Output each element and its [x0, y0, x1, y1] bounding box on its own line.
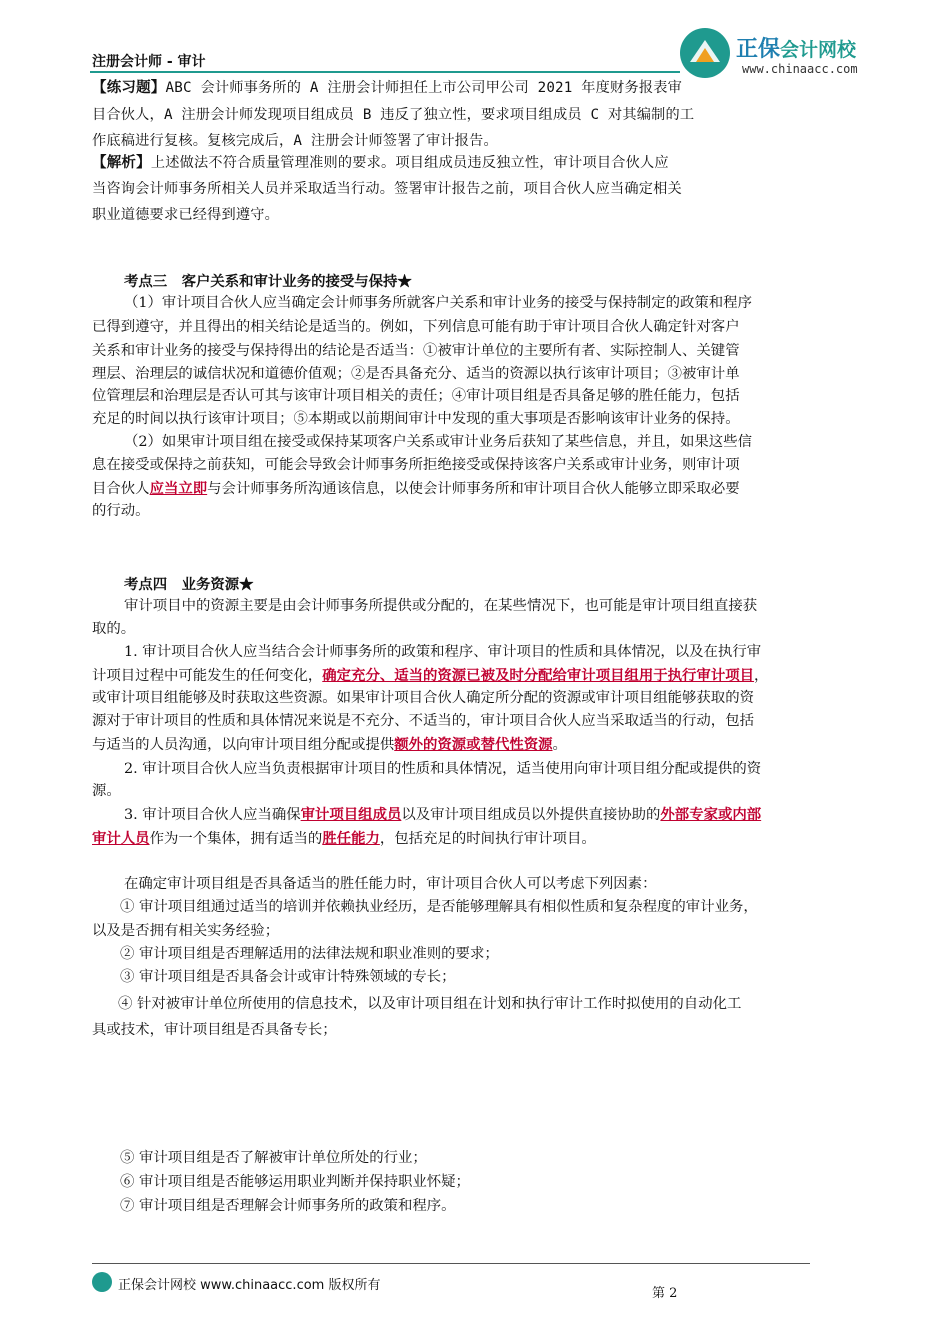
factor-item: 以及是否拥有相关实务经验； — [92, 923, 280, 939]
factors-intro: 在确定审计项目组是否具备适当的胜任能力时，审计项目合伙人可以考虑下列因素： — [124, 876, 657, 892]
factor-item: ③ 审计项目组是否具备会计或审计特殊领域的专长； — [120, 969, 456, 985]
kp4-item1-line: 与适当的人员沟通，以向审计项目组分配或提供额外的资源或替代性资源。 — [92, 736, 567, 753]
logo-url: www.chinaacc.com — [742, 62, 858, 76]
kp3-p1-line: 关系和审计业务的接受与保持得出的结论是否适当：①被审计单位的主要所有者、实际控制人、关键管 — [92, 343, 740, 359]
kp3-p1-line: （1）审计项目合伙人应当确定会计师事务所就客户关系和审计业务的接受与保持制定的政策和程序 — [124, 295, 752, 311]
factor-item: ⑦ 审计项目组是否理解会计师事务所的政策和程序。 — [120, 1198, 456, 1214]
logo-icon — [680, 28, 730, 78]
kp4-item1-line: 或审计项目组能够及时获取这些资源。如果审计项目合伙人确定所分配的资源或审计项目组能够获取的资 — [92, 690, 754, 706]
kp4-item3-line: 3. 审计项目合伙人应当确保审计项目组成员以及审计项目组成员以外提供直接协助的外部专家或内部 — [124, 806, 762, 823]
kp4-item1-line: 1. 审计项目合伙人应当结合会计师事务所的政策和程序、审计项目的性质和具体情况，以及在执行审 — [124, 644, 762, 660]
brand-logo — [680, 28, 860, 84]
factor-item: ⑥ 审计项目组是否能够运用职业判断并保持职业怀疑； — [120, 1174, 470, 1190]
analysis-line-1: 【解析】上述做法不符合质量管理准则的要求。项目组成员违反独立性，审计项目合伙人应 — [92, 155, 669, 171]
kp3-p1-line: 已得到遵守，并且得出的相关结论是适当的。例如，下列信息可能有助于审计项目合伙人确定针对客户 — [92, 319, 740, 335]
factor-item: 具或技术，审计项目组是否具备专长； — [92, 1022, 337, 1038]
factor-item: ⑤ 审计项目组是否了解被审计单位所处的行业； — [120, 1150, 427, 1166]
logo-name: 正保会计网校 — [736, 37, 857, 62]
kp4-item3-line: 审计人员作为一个集体，拥有适当的胜任能力，包括充足的时间执行审计项目。 — [92, 830, 596, 847]
highlight-text: 应当立即 — [149, 480, 208, 497]
section-title-kp4: 考点四 业务资源★ — [124, 576, 254, 593]
factor-item: ② 审计项目组是否理解适用的法律法规和职业准则的要求； — [120, 946, 499, 962]
highlight-text: 审计项目组成员 — [300, 806, 402, 823]
factor-item: ① 审计项目组通过适当的培训并依赖执业经历，是否能够理解具有相似性质和复杂程度的审计业务， — [120, 899, 758, 915]
highlight-text: 外部专家或内部 — [660, 806, 762, 823]
exercise-line-3: 作底稿进行复核。复核完成后，A 注册会计师签署了审计报告。 — [92, 133, 498, 149]
kp3-p2-line: 的行动。 — [92, 503, 150, 519]
exercise-line-2: 目合伙人，A 注册会计师发现项目组成员 B 违反了独立性，要求项目组成员 C 对其编制的工 — [92, 107, 695, 123]
footer-logo-icon — [92, 1272, 112, 1292]
header-divider — [90, 71, 680, 73]
analysis-line-3: 职业道德要求已经得到遵守。 — [92, 207, 280, 223]
highlight-text: 额外的资源或替代性资源 — [394, 736, 553, 753]
section-title-kp3: 考点三 客户关系和审计业务的接受与保持★ — [124, 273, 412, 290]
exercise-line-1: 【练习题】ABC 会计师事务所的 A 注册会计师担任上市公司甲公司 2021 年度财务报表审 — [92, 80, 682, 96]
page-number: 第 2 — [652, 1286, 678, 1301]
kp4-item1-line: 计项目过程中可能发生的任何变化，确定充分、适当的资源已被及时分配给审计项目组用于执行审计项目， — [92, 667, 769, 684]
kp3-p2-line: （2）如果审计项目组在接受或保持某项客户关系或审计业务后获知了某些信息，并且，如果这些信 — [124, 434, 752, 450]
kp3-p1-line: 位管理层和治理层是否认可其与该审计项目相关的责任；④审计项目组是否具备足够的胜任能力，包括 — [92, 388, 740, 404]
document-title: 注册会计师 - 审计 — [92, 54, 206, 70]
highlight-text: 审计人员 — [92, 830, 150, 847]
kp3-p1-line: 理层、治理层的诚信状况和道德价值观；②是否具备充分、适当的资源以执行该审计项目；③被审计单 — [92, 366, 740, 382]
factor-item: ④ 针对被审计单位所使用的信息技术，以及审计项目组在计划和执行审计工作时拟使用的自动化工 — [118, 996, 742, 1012]
kp4-item2-line: 源。 — [92, 783, 121, 799]
analysis-line-2: 当咨询会计师事务所相关人员并采取适当行动。签署审计报告之前，项目合伙人应当确定相关 — [92, 181, 682, 197]
kp4-intro-line: 取的。 — [92, 621, 136, 637]
kp4-intro-line: 审计项目中的资源主要是由会计师事务所提供或分配的，在某些情况下，也可能是审计项目组直接获 — [124, 598, 758, 614]
kp3-p2-line: 息在接受或保持之前获知，可能会导致会计师事务所拒绝接受或保持该客户关系或审计业务，则审计项 — [92, 457, 740, 473]
kp4-item1-line: 源对于审计项目的性质和具体情况来说是不充分、不适当的，审计项目合伙人应当采取适当的行动，包括 — [92, 713, 754, 729]
kp3-p2-line: 目合伙人应当立即与会计师事务所沟通该信息，以使会计师事务所和审计项目合伙人能够立即采取必要 — [92, 480, 740, 497]
highlight-text: 胜任能力 — [322, 830, 380, 847]
footer-copyright: 正保会计网校 www.chinaacc.com 版权所有 — [118, 1278, 381, 1293]
kp3-p1-line: 充足的时间以执行该审计项目；⑤本期或以前期间审计中发现的重大事项是否影响该审计业务的保持。 — [92, 411, 740, 427]
footer-divider — [92, 1263, 810, 1264]
highlight-text: 确定充分、适当的资源已被及时分配给审计项目组用于执行审计项目 — [322, 667, 754, 684]
kp4-item2-line: 2. 审计项目合伙人应当负责根据审计项目的性质和具体情况，适当使用向审计项目组分配或提供的资 — [124, 761, 762, 777]
